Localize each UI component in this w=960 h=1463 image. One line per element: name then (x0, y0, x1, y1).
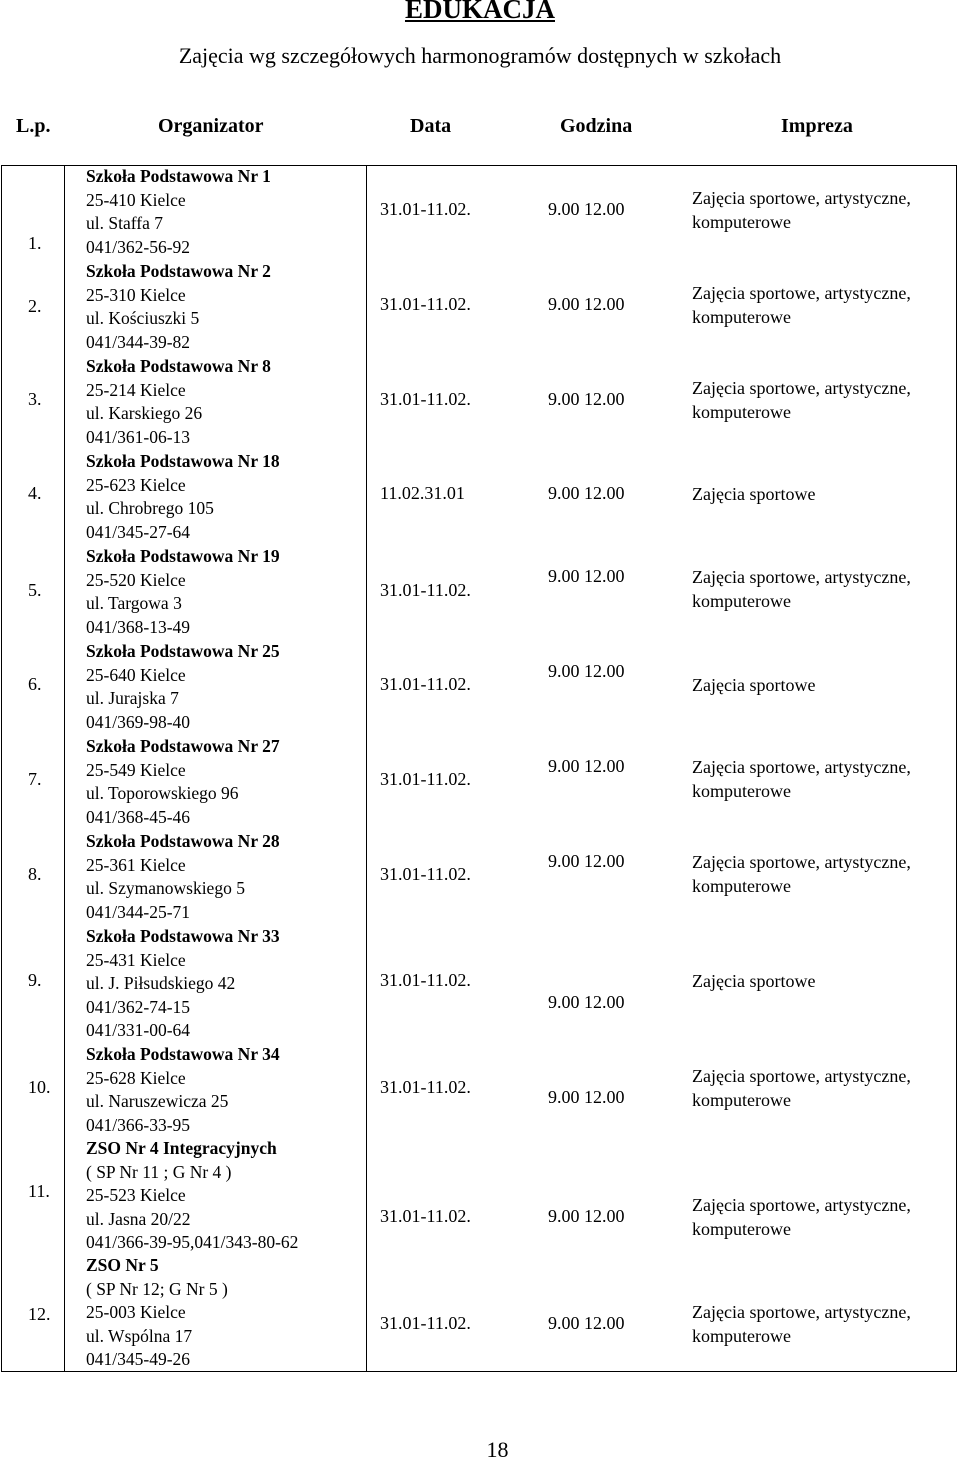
organizer-detail: ul. Jurajska 7 (86, 688, 179, 708)
event-line: komputerowe (692, 1218, 791, 1239)
event-line: Zajęcia sportowe, artystyczne, (692, 188, 911, 208)
organizer-detail: ( SP Nr 11 ; G Nr 4 ) (86, 1161, 232, 1182)
organizer-detail: 25-361 Kielce (86, 854, 186, 875)
date-cell: 31.01-11.02. (380, 1313, 471, 1333)
organizer-name: Szkoła Podstawowa Nr 27 (86, 736, 280, 756)
organizer-detail: 25-214 Kielce (86, 379, 186, 400)
organizer-detail: 041/345-49-26 (86, 1349, 191, 1369)
header-lp: L.p. (16, 115, 51, 137)
row-number: 2. (28, 296, 42, 316)
time-cell: 9.00 12.00 (548, 1087, 625, 1107)
organizer-cell (86, 165, 271, 259)
organizer-detail: ul. Wspólna 17 (86, 1325, 193, 1346)
time-cell: 9.00 12.00 (548, 294, 625, 314)
organizer-detail: 25-410 Kielce (86, 189, 186, 210)
row-number: 12. (28, 1304, 51, 1324)
organizer-detail: 041/366-33-95 (86, 1114, 191, 1135)
organizer-detail: 25-310 Kielce (86, 284, 186, 305)
organizer-name: Szkoła Podstawowa Nr 25 (86, 641, 280, 661)
time-cell: 9.00 12.00 (548, 389, 625, 409)
row-number: 4. (28, 483, 42, 503)
organizer-detail: 041/362-56-92 (86, 236, 191, 257)
time-cell: 9.00 12.00 (548, 1313, 625, 1333)
date-cell: 31.01-11.02. (380, 864, 471, 884)
organizer-cell (86, 1254, 228, 1372)
organizer-detail: 041/331-00-64 (86, 1020, 191, 1040)
row-number: 6. (28, 674, 42, 694)
organizer-detail: ul. Targowa 3 (86, 593, 182, 613)
row-number: 9. (28, 970, 42, 990)
header-time: Godzina (560, 115, 633, 137)
organizer-detail: 041/366-39-95,041/343-80-62 (86, 1232, 299, 1252)
event-line: komputerowe (692, 780, 791, 801)
event-line: komputerowe (692, 1325, 791, 1346)
organizer-cell (86, 640, 280, 734)
organizer-name: Szkoła Podstawowa Nr 8 (86, 356, 271, 376)
event-cell (692, 377, 911, 424)
organizer-detail: ul. Szymanowskiego 5 (86, 878, 245, 898)
time-cell: 9.00 12.00 (548, 851, 625, 871)
event-line: komputerowe (692, 1089, 791, 1110)
row-number: 5. (28, 580, 42, 600)
organizer-detail: 041/345-27-64 (86, 521, 191, 542)
organizer-cell (86, 545, 280, 639)
event-line: Zajęcia sportowe (692, 484, 816, 504)
event-cell (692, 851, 911, 898)
event-line: komputerowe (692, 401, 791, 422)
date-cell: 31.01-11.02. (380, 674, 471, 694)
time-cell: 9.00 12.00 (548, 756, 625, 776)
organizer-detail: ul. J. Piłsudskiego 42 (86, 973, 236, 993)
document-title: EDUKACJA (404, 0, 555, 24)
header-organizer: Organizator (158, 115, 264, 137)
row-number: 8. (28, 864, 42, 884)
event-line: Zajęcia sportowe, artystyczne, (692, 757, 911, 777)
organizer-detail: 041/344-39-82 (86, 331, 191, 352)
date-cell: 31.01-11.02. (380, 1077, 471, 1097)
event-cell (692, 566, 911, 613)
organizer-detail: ul. Karskiego 26 (86, 403, 203, 423)
date-cell: 31.01-11.02. (380, 1206, 471, 1226)
event-line: komputerowe (692, 211, 791, 232)
date-cell: 31.01-11.02. (380, 970, 471, 990)
organizer-detail: 041/368-45-46 (86, 806, 191, 827)
organizer-detail: 041/362-74-15 (86, 996, 191, 1017)
column-divider (366, 166, 367, 1371)
row-number: 1. (28, 233, 42, 253)
time-cell: 9.00 12.00 (548, 483, 625, 503)
event-line: Zajęcia sportowe (692, 675, 816, 695)
organizer-detail: ul. Naruszewicza 25 (86, 1091, 229, 1111)
organizer-detail: 25-520 Kielce (86, 569, 186, 590)
event-line: komputerowe (692, 875, 791, 896)
organizer-name: Szkoła Podstawowa Nr 2 (86, 261, 271, 281)
organizer-cell (86, 1137, 298, 1255)
event-cell (692, 282, 911, 329)
event-cell (692, 756, 911, 803)
organizer-detail: 041/368-13-49 (86, 616, 191, 637)
organizer-detail: 25-549 Kielce (86, 759, 186, 780)
organizer-detail: 041/344-25-71 (86, 901, 191, 922)
row-number: 3. (28, 389, 42, 409)
organizer-detail: 041/369-98-40 (86, 711, 191, 732)
header-event: Impreza (781, 115, 853, 137)
organizer-cell (86, 1043, 280, 1137)
date-cell: 31.01-11.02. (380, 580, 471, 600)
organizer-detail: 25-628 Kielce (86, 1067, 186, 1088)
event-cell (692, 483, 815, 507)
date-cell: 31.01-11.02. (380, 769, 471, 789)
organizer-detail: 25-640 Kielce (86, 664, 186, 685)
organizer-detail: ul. Jasna 20/22 (86, 1208, 191, 1229)
organizer-name: Szkoła Podstawowa Nr 33 (86, 926, 280, 946)
event-line: Zajęcia sportowe, artystyczne, (692, 1195, 911, 1215)
event-cell (692, 970, 815, 994)
event-cell (692, 187, 911, 234)
event-cell (692, 1194, 911, 1241)
header-date: Data (410, 115, 452, 137)
event-line: komputerowe (692, 590, 791, 611)
event-line: Zajęcia sportowe, artystyczne, (692, 852, 911, 872)
event-line: Zajęcia sportowe, artystyczne, (692, 1066, 911, 1086)
row-number: 11. (28, 1181, 50, 1201)
event-line: komputerowe (692, 306, 791, 327)
table-header (0, 115, 960, 143)
event-cell (692, 1301, 911, 1348)
organizer-detail: 25-623 Kielce (86, 474, 186, 495)
document-subtitle: Zajęcia wg szczegółowych harmonogramów dostępnych w szkołach (178, 43, 782, 68)
date-cell: 31.01-11.02. (380, 199, 471, 219)
organizer-name: Szkoła Podstawowa Nr 34 (86, 1044, 280, 1064)
organizer-detail: ul. Toporowskiego 96 (86, 783, 239, 803)
organizer-detail: ( SP Nr 12; G Nr 5 ) (86, 1278, 228, 1299)
date-cell: 31.01-11.02. (380, 294, 471, 314)
organizer-cell (86, 260, 271, 354)
organizer-cell (86, 925, 280, 1043)
organizer-name: ZSO Nr 4 Integracyjnych (86, 1138, 277, 1158)
event-cell (692, 1065, 911, 1112)
time-cell: 9.00 12.00 (548, 199, 625, 219)
event-line: Zajęcia sportowe, artystyczne, (692, 1302, 911, 1322)
organizer-detail: ul. Staffa 7 (86, 213, 163, 233)
time-cell: 9.00 12.00 (548, 661, 625, 681)
page-number: 18 (486, 1437, 509, 1462)
event-line: Zajęcia sportowe, artystyczne, (692, 378, 911, 398)
organizer-name: Szkoła Podstawowa Nr 19 (86, 546, 280, 566)
organizer-name: Szkoła Podstawowa Nr 1 (86, 166, 271, 186)
organizer-detail: 25-003 Kielce (86, 1302, 186, 1322)
organizer-cell (86, 355, 271, 449)
event-line: Zajęcia sportowe (692, 971, 816, 991)
time-cell: 9.00 12.00 (548, 1206, 625, 1226)
event-line: Zajęcia sportowe, artystyczne, (692, 283, 911, 303)
time-cell: 9.00 12.00 (548, 566, 625, 586)
time-cell: 9.00 12.00 (548, 992, 625, 1012)
row-number: 10. (28, 1077, 51, 1097)
organizer-name: Szkoła Podstawowa Nr 18 (86, 451, 280, 471)
organizer-cell (86, 735, 280, 829)
organizer-name: Szkoła Podstawowa Nr 28 (86, 831, 280, 851)
organizer-detail: ul. Kościuszki 5 (86, 308, 200, 328)
organizer-name: ZSO Nr 5 (86, 1255, 159, 1275)
organizer-cell (86, 830, 280, 924)
date-cell: 11.02.31.01 (380, 483, 465, 503)
date-cell: 31.01-11.02. (380, 389, 471, 409)
event-line: Zajęcia sportowe, artystyczne, (692, 567, 911, 587)
event-cell (692, 674, 815, 698)
organizer-cell (86, 450, 280, 544)
organizer-detail: 25-523 Kielce (86, 1185, 186, 1205)
organizer-detail: 25-431 Kielce (86, 949, 186, 970)
organizer-detail: 041/361-06-13 (86, 426, 191, 447)
row-number: 7. (28, 769, 42, 789)
organizer-detail: ul. Chrobrego 105 (86, 498, 214, 518)
column-divider (64, 166, 65, 1371)
